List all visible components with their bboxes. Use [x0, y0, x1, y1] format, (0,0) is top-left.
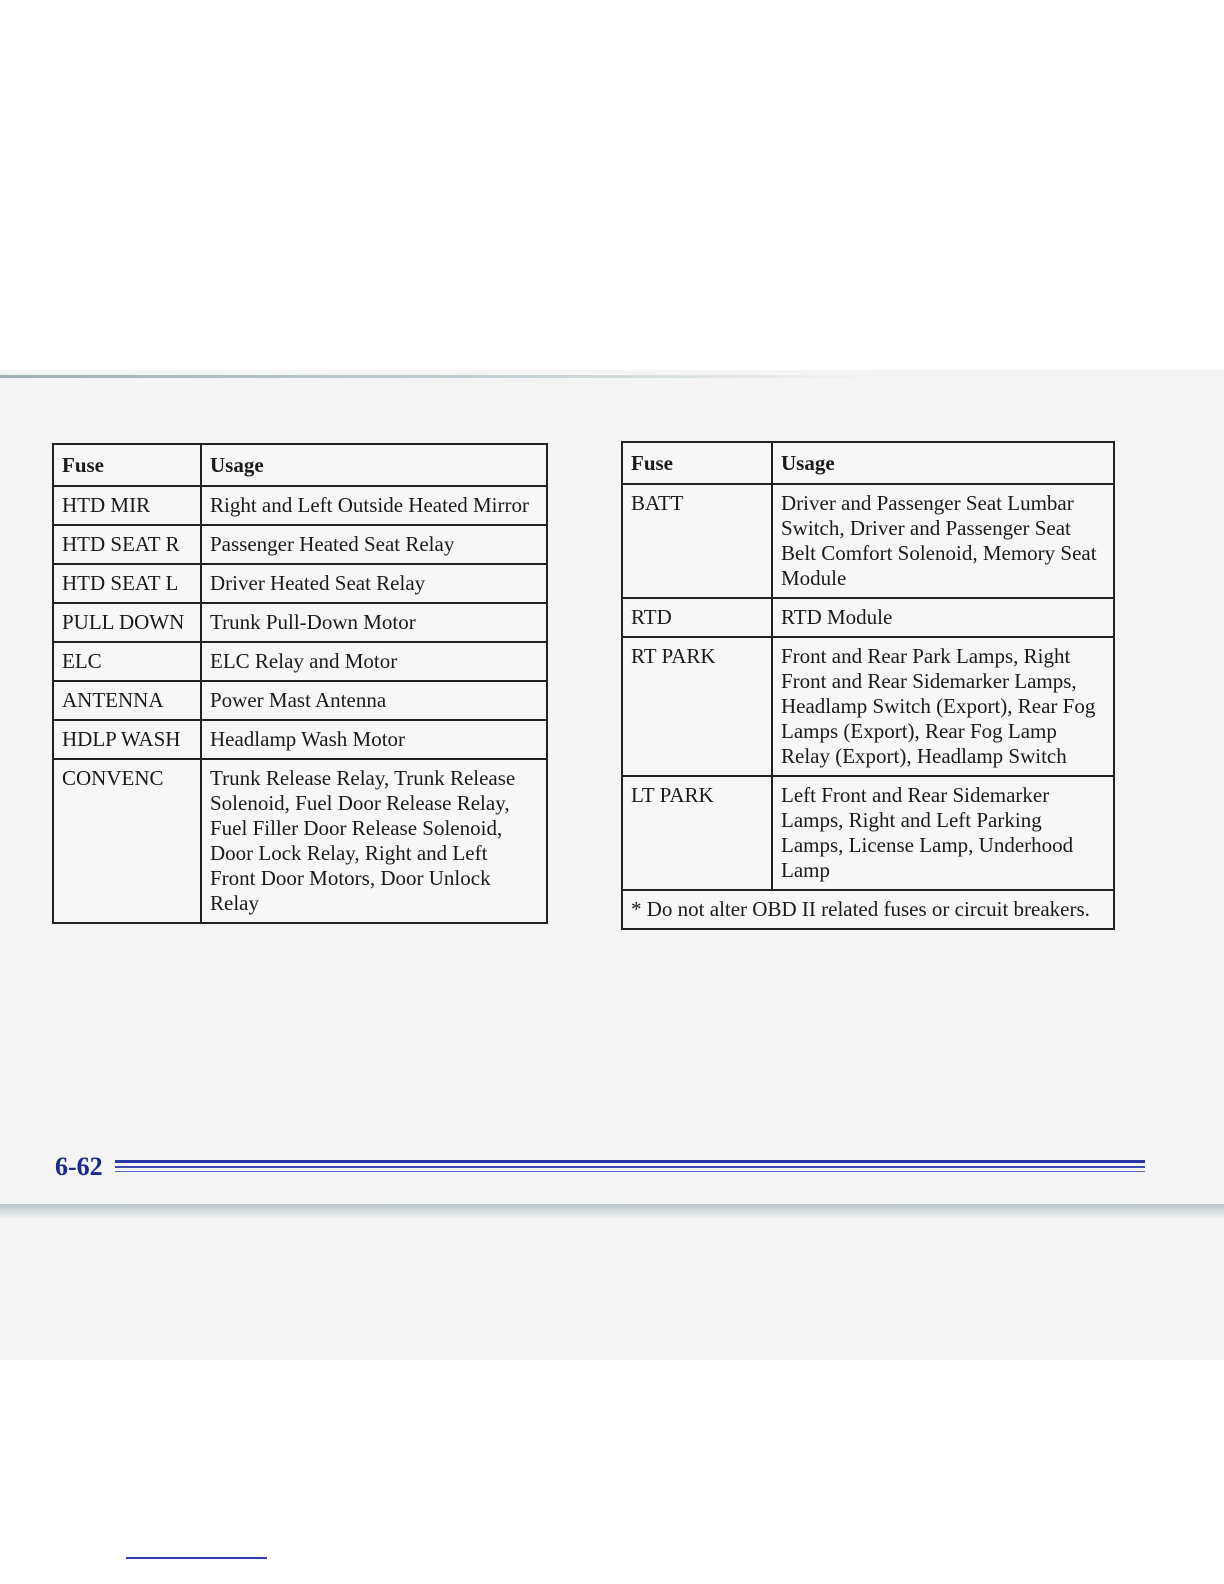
- top-divider: [0, 375, 880, 378]
- footer-rule: [115, 1171, 1145, 1172]
- page-number: 6-62: [55, 1152, 103, 1181]
- table-row: [53, 681, 547, 720]
- usage-cell: Driver Heated Seat Relay: [201, 564, 547, 603]
- table-row: [53, 525, 547, 564]
- fuse-cell: RTD: [622, 598, 772, 637]
- table-note-cell: [622, 890, 1114, 929]
- column-header-usage: Usage: [201, 444, 547, 486]
- fuse-cell: ELC: [53, 642, 201, 681]
- usage-cell: RTD Module: [772, 598, 1114, 637]
- column-header-fuse: Fuse: [53, 444, 201, 486]
- usage-cell: Left Front and Rear Sidemarker Lamps, Right and Left Parking Lamps, License Lamp, Underhood Lamp: [772, 776, 1114, 890]
- table-row: [622, 484, 1114, 598]
- fuse-cell: HTD MIR: [53, 486, 201, 525]
- usage-cell: Front and Rear Park Lamps, Right Front and Rear Sidemarker Lamps, Headlamp Switch (Export), Rear Fog Lamps (Export), Rear Fog Lamp Relay (Export), Headlamp Switch: [772, 637, 1114, 776]
- table-row: [53, 720, 547, 759]
- table-row: [53, 564, 547, 603]
- usage-cell: Trunk Release Relay, Trunk Release Solenoid, Fuel Door Release Relay, Fuel Filler Door Release Solenoid, Door Lock Relay, Right and Left Front Door Motors, Door Unlock Relay: [201, 759, 547, 923]
- usage-cell: Driver and Passenger Seat Lumbar Switch, Driver and Passenger Seat Belt Comfort Solenoid, Memory Seat Module: [772, 484, 1114, 598]
- column-header-usage: Usage: [772, 442, 1114, 484]
- table-row: [53, 759, 547, 923]
- usage-cell: Trunk Pull-Down Motor: [201, 603, 547, 642]
- table-row: [53, 642, 547, 681]
- fuse-cell: HTD SEAT L: [53, 564, 201, 603]
- table-note-row: [622, 890, 1114, 929]
- fuse-table-left: [52, 443, 548, 924]
- fuse-cell: CONVENC: [53, 759, 201, 923]
- column-header-fuse: Fuse: [622, 442, 772, 484]
- table-row: [53, 603, 547, 642]
- table-note: * Do not alter OBD II related fuses or circuit breakers.: [631, 897, 1090, 921]
- fuse-cell: HDLP WASH: [53, 720, 201, 759]
- table-header-row: [622, 442, 1114, 484]
- usage-cell: ELC Relay and Motor: [201, 642, 547, 681]
- fuse-cell: ANTENNA: [53, 681, 201, 720]
- usage-cell: Power Mast Antenna: [201, 681, 547, 720]
- usage-cell: Right and Left Outside Heated Mirror: [201, 486, 547, 525]
- bottom-divider: [0, 1204, 1224, 1218]
- table-header-row: [53, 444, 547, 486]
- table-row: [622, 776, 1114, 890]
- fuse-cell: LT PARK: [622, 776, 772, 890]
- fuse-cell: HTD SEAT R: [53, 525, 201, 564]
- table-row: [53, 486, 547, 525]
- usage-cell: Passenger Heated Seat Relay: [201, 525, 547, 564]
- fuse-cell: PULL DOWN: [53, 603, 201, 642]
- page-footer: [55, 1148, 1147, 1188]
- scan-mark-line: [126, 1557, 267, 1559]
- footer-rule: [115, 1160, 1145, 1163]
- footer-rule: [115, 1166, 1145, 1168]
- usage-cell: Headlamp Wash Motor: [201, 720, 547, 759]
- fuse-cell: RT PARK: [622, 637, 772, 776]
- fuse-cell: BATT: [622, 484, 772, 598]
- fuse-table-right: [621, 441, 1115, 930]
- table-row: [622, 598, 1114, 637]
- table-row: [622, 637, 1114, 776]
